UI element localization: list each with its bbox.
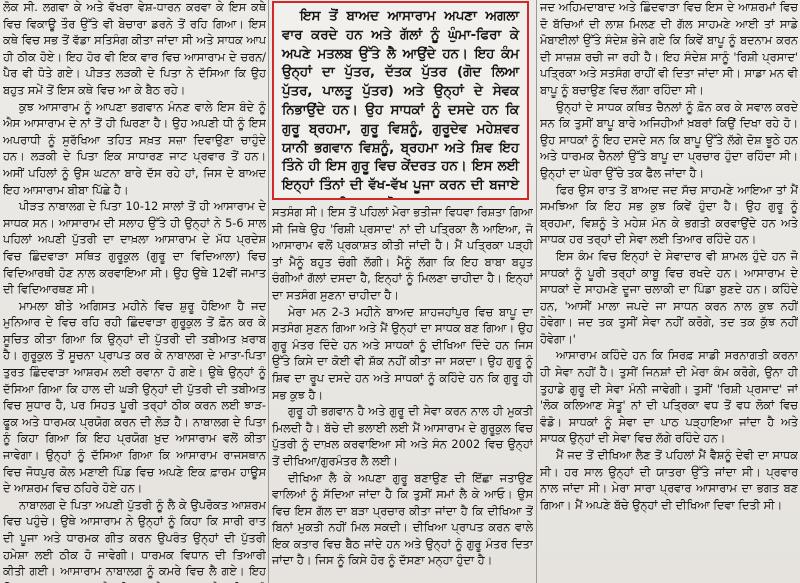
article-paragraph: ਉਨ੍ਹਾਂ ਦੇ ਸਾਧਕ ਕਥਿਤ ਚੈਨਲਾਂ ਨੂੰ ਫ਼ੋਨ ਕਰ ਕੇ ਸਵਾਲ ਕਰਦੇ ਸਨ ਕਿ ਤੁਸੀਂ ਬਾਪੂ ਬਾਰੇ ਅਜਿਹੀਆਂ ਖ਼ਬਰਾਂ ਕਿਉਂ ਦਿਖਾ ਰਹੇ ਹੋ। ਉਹ ਸਾਧਕਾਂ ਨੂੰ ਇਹ ਦਸਦੇ ਸਨ ਕਿ ਬਾਪੂ ਉੱਤੇ ਲੱਗੇ ਦੋਸ਼ ਝੂਠੇ ਹਨ ਅਤੇ ਧਾਰਮਕ ਚੈਨਲਾਂ ਉੱਤੇ ਬਾਪੂ ਦਾ ਪ੍ਰਚਾਰ ਹੁੰਦਾ ਰਹਿੰਦਾ ਸੀ। ਉਨ੍ਹਾਂ ਦਾ ਘੇਰਾ ਉੱਚੇ ਤਕ ਫੈਲ ਜਾਂਦਾ ਹੈ।: [540, 100, 798, 180]
article-paragraph: ਜਦ ਅਹਿਮਦਾਬਾਦ ਅਤੇ ਛਿੰਦਵਾੜਾ ਵਿਚ ਇਸ ਦੇ ਆਸ਼ਰਮਾਂ ਵਿਚ ਦੋ ਬੱਚਿਆਂ ਦੀ ਲਾਸ਼ ਮਿਲਣ ਦੀ ਗੱਲ ਸਾਹਮਣੇ ਆਈ ਤਾਂ ਸਾਡੇ ਮੋਬਾਈਲਾਂ ਉੱਤੇ ਸੰਦੇਸ਼ ਭੇਜੇ ਗਏ ਕਿ ਕਿਵੇਂ ਬਾਪੂ ਨੂੰ ਬਦਨਾਮ ਕਰਨ ਦੀ ਸਾਜ਼ਸ਼ ਰਚੀ ਜਾ ਰਹੀ ਹੈ। ਇਹ ਸੰਦੇਸ਼ ਸਾਨੂੰ 'ਰਿਸ਼ੀ ਪ੍ਰਸਾਦ' ਪਤ੍ਰਿਕਾ ਅਤੇ ਸਤਸੰਗ ਰਾਹੀਂ ਵੀ ਦਿਤਾ ਜਾਂਦਾ ਸੀ। ਸਾਡਾ ਮਨ ਵੀ ਬਾਪੂ ਨੂੰ ਬਚਾਉਣ ਵਿਚ ਲੱਗਾ ਰਹਿੰਦਾ ਸੀ।: [540, 1, 798, 97]
highlight-quote: ਇਸ ਤੋਂ ਬਾਅਦ ਆਸਾਰਾਮ ਅਪਣਾ ਅਗਲਾ ਵਾਰ ਕਰਦੇ ਹਨ ਅਤੇ ਗੱਲਾਂ ਨੂੰ ਘੁੰਮਾ-ਫਿਰਾ ਕੇ ਅਪਣੇ ਮਤਲਬ ਉੱਤੇ ਲੈ ਆਉਂਦੇ ਹਨ। ਇਹ ਕੰਮ ਉਨ੍ਹਾਂ ਦਾ ਪੁੱਤਰ, ਦੱਤਕ ਪੁੱਤਰ (ਗੋਦ ਲਿਆ ਪੁੱਤਰ, ਪਾਲਤੂ ਪੁੱਤਰ) ਅਤੇ ਉਨ੍ਹਾਂ ਦੇ ਸੇਵਕ ਨਿਭਾਉਂਦੇ ਹਨ। ਉਹ ਸਾਧਕਾਂ ਨੂੰ ਦਸਦੇ ਹਨ ਕਿ ਗੁਰੂ ਬ੍ਰਹਮਾ, ਗੁਰੂ ਵਿਸ਼ਨੂੰ, ਗੁਰੂਦੇਵ ਮਹੇਸ਼ਵਰ ਯਾਨੀ ਭਗਵਾਨ ਵਿਸ਼ਨੂੰ, ਬ੍ਰਹਮਾ ਅਤੇ ਸ਼ਿਵ ਇਹ ਤਿੰਨੇ ਹੀ ਇਸ ਗੁਰੂ ਵਿਚ ਕੇਂਦਰਤ ਹਨ। ਇਸ ਲਈ ਇਨ੍ਹਾਂ ਤਿੰਨਾਂ ਦੀ ਵੱਖ-ਵੱਖ ਪੂਜਾ ਕਰਨ ਦੀ ਬਜਾਏ: [282, 9, 519, 194]
column-divider: [268, 0, 269, 583]
article-paragraph: ਫਿਰ ਉਸ ਰਾਤ ਤੋਂ ਬਾਅਦ ਜਦ ਸੱਚ ਸਾਹਮਣੇ ਆਇਆ ਤਾਂ ਮੈਂ ਸਮਝਿਆ ਕਿ ਇਹ ਸਭ ਕੁਝ ਕਿਵੇਂ ਹੁੰਦਾ ਹੈ। ਉਹ ਗੁਰੂ ਨੂੰ ਬ੍ਰਹਮਾ, ਵਿਸ਼ਨੂੰ ਤੇ ਮਹੇਸ਼ ਮੰਨ ਕੇ ਭਗਤੀ ਕਰਵਾਉਂਦੇ ਹਨ ਅਤੇ ਸਾਧਕ ਹਰ ਤਰ੍ਹਾਂ ਦੀ ਸੇਵਾ ਲਈ ਤਿਆਰ ਰਹਿੰਦੇ ਹਨ।: [540, 183, 798, 247]
left-article-column: [3, 0, 266, 583]
article-paragraph: ਇਸ ਕੰਮ ਵਿਚ ਇਨ੍ਹਾਂ ਦੇ ਸੇਵਾਦਾਰ ਵੀ ਸ਼ਾਮਲ ਹੁੰਦੇ ਹਨ ਜੋ ਸਾਧਕਾਂ ਨੂੰ ਪੂਰੀ ਤਰ੍ਹਾਂ ਕਾਬੂ ਵਿਚ ਰਖਦੇ ਹਨ। ਆਸਾਰਾਮ ਦੇ ਸਾਧਕਾਂ ਦੇ ਸਾਹਮਣੇ ਦੂਜਾ ਚਲਾਕੀ ਦਾ ਪਿੰਡਾ ਬੁਣਦੇ ਹਨ। ਕਹਿੰਦੇ ਹਨ, 'ਆਸੀਂ ਮਾਲਾ ਜਪਦੇ ਜਾ ਸਾਧਨ ਕਰਨ ਨਾਲ ਕੁਝ ਨਹੀਂ ਹੋਵੇਗਾ। ਜਦ ਤਕ ਤੁਸੀਂ ਸੇਵਾ ਨਹੀਂ ਕਰੋਗੇ, ਤਦ ਤਕ ਕੁੱਝ ਨਹੀਂ ਹੋਵੇਗਾ।': [540, 249, 798, 346]
column-divider: [536, 0, 537, 583]
article-paragraph: ਮੇਰਾ ਮਨ 2-3 ਮਹੀਨੇ ਬਾਅਦ ਸ਼ਾਹਜਹਾਂਪੁਰ ਵਿਚ ਬਾਪੂ ਦਾ ਸਤਸੰਗ ਸੁਣਨ ਗਿਆ ਅਤੇ ਮੈਂ ਉਨ੍ਹਾਂ ਦਾ ਸਾਧਕ ਬਣ ਗਿਆ। ਉਹ ਗੁਰੂ ਮੰਤਰ ਦਿੰਦੇ ਹਨ ਅਤੇ ਸਾਧਕਾਂ ਨੂੰ ਦੀਖਿਆ ਦਿੰਦੇ ਹਨ ਜਿਸ ਉੱਤੇ ਕਿਸੇ ਦਾ ਕੋਈ ਵੀ ਸ਼ੱਕ ਨਹੀਂ ਕੀਤਾ ਜਾ ਸਕਦਾ। ਉਹ ਗੁਰੂ ਨੂੰ ਸ਼ਿਵ ਦਾ ਰੂਪ ਦਸਦੇ ਹਨ ਅਤੇ ਸਾਧਕਾਂ ਨੂੰ ਕਹਿੰਦੇ ਹਨ ਕਿ ਗੁਰੂ ਹੀ ਸਭ ਕੁਝ ਹੈ।: [272, 305, 533, 402]
article-paragraph: ਦੀਖਿਆ ਲੈ ਕੇ ਅਪਣਾ ਗੁਰੂ ਬਣਾਉਣ ਦੀ ਇੱਛਾ ਜਤਾਉਣ ਵਾਲਿਆਂ ਨੂੰ ਸੱਦਿਆ ਜਾਂਦਾ ਹੈ ਕਿ ਤੁਸੀਂ ਸਮਾਂ ਲੈ ਕੇ ਆਓ। ਉਸ ਵਿਚ ਇਸ ਗੱਲ ਦਾ ਬੜਾ ਪ੍ਰਚਾਰ ਕੀਤਾ ਜਾਂਦਾ ਹੈ ਕਿ ਦੀਖਿਆ ਤੋਂ ਬਿਨਾਂ ਮੁਕਤੀ ਨਹੀਂ ਮਿਲ ਸਕਦੀ। ਦੀਖਿਆ ਪ੍ਰਾਪਤ ਕਰਨ ਵਾਲੇ ਇਕ ਕਤਾਰ ਵਿਚ ਬੈਠ ਜਾਂਦੇ ਹਨ ਅਤੇ ਉਨ੍ਹਾਂ ਨੂੰ ਗੁਰੂ ਮੰਤਰ ਦਿਤਾ ਜਾਂਦਾ ਹੈ। ਜਿਸ ਨੂੰ ਕਿਸੇ ਹੋਰ ਨੂੰ ਦੱਸਣਾ ਮਨ੍ਹਾ ਹੁੰਦਾ ਹੈ।: [272, 471, 533, 568]
article-paragraph: ਕੁਝ ਆਸਾਰਾਮ ਨੂੰ ਆਪਣਾ ਭਗਵਾਨ ਮੰਨਣ ਵਾਲੇ ਇਸ ਬੰਦੇ ਨੂੰ ਐਸ ਆਸਾਰਾਮ ਦੇ ਨਾਂ ਤੋਂ ਹੀ ਘਿਰਣਾ ਹੈ। ਉਹ ਅਪਣੀ ਧੀ ਨੂੰ ਇਸ ਅਪਰਾਧੀ ਨੂੰ ਸੁਰੱਖਿਆ ਤਹਿਤ ਸਖ਼ਤ ਸਜ਼ਾ ਦਿਵਾਉਣਾ ਚਾਹੁੰਦੇ ਹਨ। ਲੜਕੀ ਦੇ ਪਿਤਾ ਇਕ ਸਾਧਾਰਣ ਜਾਟ ਪ੍ਰਵਾਰ ਤੋਂ ਹਨ। ਅਸੀਂ ਪਹਿਲਾਂ ਨੂੰ ਉਸ ਘਟਨਾ ਬਾਰੇ ਦੱਸ ਰਹੇ ਹਾਂ, ਜਿਸ ਦੇ ਬਾਅਦ ਇਹ ਆਸਾਰਾਮ ਬੀਬਾ ਪਿੱਛੇ ਹੈ।: [3, 100, 266, 197]
article-paragraph: ਮਾਮਲਾ ਬੀਤੇ ਅਗਿਸਤ ਮਹੀਨੇ ਵਿਚ ਸ਼ੁਰੂ ਹੋਇਆ ਹੈ ਜਦ ਮੁਨਿਆਰ ਦੇ ਵਿਚ ਰਹਿ ਰਹੀ ਛਿੰਦਵਾੜਾ ਗੁਰੂਕੁਲ ਤੋਂ ਫ਼ੋਨ ਕਰ ਕੇ ਸੂਚਿਤ ਕੀਤਾ ਗਿਆ ਕਿ ਉਨ੍ਹਾਂ ਦੀ ਪੁੱਤਰੀ ਦੀ ਤਬੀਅਤ ਖ਼ਰਾਬ ਹੈ। ਗੁਰੂਕੁਲ ਤੋਂ ਸੂਚਨਾ ਪ੍ਰਾਪਤ ਕਰ ਕੇ ਨਾਬਾਲਗ ਦੇ ਮਾਤਾ-ਪਿਤਾ ਤੁਰਤ ਛਿੰਦਵਾੜਾ ਆਸ਼ਰਮ ਲਈ ਰਵਾਨਾ ਹੋ ਗਏ। ਉਥੇ ਉਨ੍ਹਾਂ ਨੂੰ ਦੱਸਿਆ ਗਿਆ ਕਿ ਹਾਲ ਦੀ ਘੜੀ ਉਨ੍ਹਾਂ ਦੀ ਪੁੱਤਰੀ ਦੀ ਤਬੀਅਤ ਵਿਚ ਸੁਧਾਰ ਹੈ, ਪਰ ਸਿਹਤ ਪੂਰੀ ਤਰ੍ਹਾਂ ਠੀਕ ਕਰਨ ਲਈ ਝਾੜ-ਫੂਕ ਅਤੇ ਧਾਰਮਕ ਪ੍ਰਯੋਗ ਕਰਨ ਦੀ ਲੋੜ ਹੈ। ਨਾਬਾਲਗ ਦੇ ਪਿਤਾ ਨੂੰ ਕਿਹਾ ਗਿਆ ਕਿ ਇਹ ਪ੍ਰਯੋਗ ਖ਼ੁਦ ਆਸਾਰਾਮ ਵਲੋਂ ਕੀਤਾ ਜਾਵੇਗਾ। ਉਨ੍ਹਾਂ ਨੂੰ ਦੱਸਿਆ ਗਿਆ ਕਿ ਆਸਾਰਾਮ ਰਾਜਸਥਾਨ ਵਿਚ ਜੋਧਪੁਰ ਕੋਲ ਮਣਾਈ ਪਿੰਡ ਵਿਚ ਅਪਣੇ ਇਕ ਫ਼ਾਰਮ ਹਾਊਸ ਦੇ ਆਸ਼ਰਮ ਵਿਚ ਠਹਿਰੇ ਹੋਏ ਹਨ।: [3, 299, 266, 496]
middle-article-column: [272, 205, 533, 583]
article-paragraph: ਗੁਰੂ ਹੀ ਭਗਵਾਨ ਹੈ ਅਤੇ ਗੁਰੂ ਦੀ ਸੇਵਾ ਕਰਨ ਨਾਲ ਹੀ ਮੁਕਤੀ ਮਿਲਦੀ ਹੈ। ਬੱਚੇ ਦੀ ਭਲਾਈ ਲਈ ਮੈਂ ਆਸਾਰਾਮ ਦੇ ਗੁਰੂਕੁਲ ਵਿਚ ਪੁੱਤਰੀ ਨੂੰ ਦਾਖ਼ਲ ਕਰਵਾਇਆ ਸੀ ਅਤੇ ਸੰਨ 2002 ਵਿਚ ਉਨ੍ਹਾਂ ਤੋਂ ਦੀਖਿਆ/ਗੁਰਮੰਤਰ ਲੈ ਲਈ।: [272, 405, 533, 468]
article-paragraph: ਪੀੜਤ ਨਾਬਾਲਗ ਦੇ ਪਿਤਾ 10-12 ਸਾਲਾਂ ਤੋਂ ਹੀ ਆਸਾਰਾਮ ਦੇ ਸਾਧਕ ਸਨ। ਆਸਾਰਾਮ ਦੀ ਸਲਾਹ ਉੱਤੇ ਹੀ ਉਨ੍ਹਾਂ ਨੇ 5-6 ਸਾਲ ਪਹਿਲਾਂ ਅਪਣੀ ਪੁੱਤਰੀ ਦਾ ਦਾਖ਼ਲਾ ਆਸਾਰਾਮ ਦੇ ਮੱਧ ਪ੍ਰਦੇਸ਼ ਵਿਚ ਛਿੰਦਵਾੜਾ ਸਥਿਤ ਗੁਰੂਕੁਲ (ਗੁਰੂ ਦਾ ਵਿਦਿਆਲਾ) ਵਿਚ ਵਿਦਿਆਰਥੀ ਹੋਣ ਨਾਲ ਕਰਵਾਇਆ ਸੀ। ਉਹ ਉਥੇ 12ਵੀਂ ਜਮਾਤ ਦੀ ਵਿਦਿਆਰਥਣ ਸੀ।: [3, 200, 266, 297]
highlight-box: [272, 1, 529, 200]
article-paragraph: ਸਤਸੰਗ ਸੀ। ਇਸ ਤੋਂ ਪਹਿਲਾਂ ਮੇਰਾ ਭਤੀਜਾ ਵਿਧਵਾ ਰਿਸ਼ਤਾ ਗਿਆ ਸੀ ਜਿਥੇ ਉਹ 'ਰਿਸ਼ੀ ਪ੍ਰਸਾਦ' ਨਾਂ ਦੀ ਪਤ੍ਰਿਕਾ ਲੈ ਆਇਆ, ਜੋ ਆਸਾਰਾਮ ਵਲੋਂ ਪ੍ਰਕਾਸ਼ਤ ਕੀਤੀ ਜਾਂਦੀ ਹੈ। ਮੈਂ ਪਤ੍ਰਿਕਾ ਪੜ੍ਹੀ ਤਾਂ ਮੈਨੂੰ ਬਹੁਤ ਚੰਗੀ ਲੱਗੀ। ਮੈਨੂੰ ਲੱਗਾ ਕਿ ਇਹ ਬਾਬਾ ਬਹੁਤ ਚੰਗੀਆਂ ਗੱਲਾਂ ਦਸਦਾ ਹੈ, ਇਨ੍ਹਾਂ ਨੂੰ ਮਿਲਣਾ ਚਾਹੀਦਾ ਹੈ। ਇਨ੍ਹਾਂ ਦਾ ਸਤਸੰਗ ਸੁਣਨਾ ਚਾਹੀਦਾ ਹੈ।: [272, 206, 533, 302]
article-paragraph: ਨਾਬਾਲਗ ਦੇ ਪਿਤਾ ਅਪਣੀ ਪੁੱਤਰੀ ਨੂੰ ਲੈ ਕੇ ਉਪਰੋਕਤ ਆਸ਼ਰਮ ਵਿਚ ਪਹੁੰਚੇ। ਉਥੇ ਆਸਾਰਾਮ ਨੇ ਉਨ੍ਹਾਂ ਨੂੰ ਕਿਹਾ ਕਿ ਸਾਰੀ ਰਾਤ ਦੀ ਪੂਜਾ ਅਤੇ ਧਾਰਮਕ ਗੀਤ ਕਰਨ ਉਪਰੰਤ ਉਨ੍ਹਾਂ ਦੀ ਪੁੱਤਰੀ ਹਮੇਸ਼ਾ ਲਈ ਠੀਕ ਹੋ ਜਾਵੇਗੀ। ਧਾਰਮਕ ਵਿਧਾਨ ਦੀ ਤਿਆਰੀ ਕੀਤੀ ਗਈ। ਆਸਾਰਾਮ ਨਾਬਾਲਗ ਨੂੰ ਕਮਰੇ ਵਿਚ ਲੈ ਗਏ। ਇਹ: [3, 498, 266, 579]
article-paragraph: ਆਸਾਰਾਮ ਕਹਿੰਦੇ ਹਨ ਕਿ ਸਿਰਫ਼ ਸਾਡੀ ਸਰਨਾਗਤੀ ਕਰਨਾ ਹੀ ਸੇਵਾ ਨਹੀਂ ਹੈ। ਤੁਸੀਂ ਜਿਨਸ਼ਾਂ ਦੀ ਮੇਰਾ ਕੰਮ ਕਰੋਗੇ, ਉਨਾ ਹੀ ਤੁਹਾਡੇ ਗੁਰੂ ਦੀ ਸੇਵਾ ਮੰਨੀ ਜਾਵੇਗੀ। ਤੁਸੀਂ 'ਰਿਸ਼ੀ ਪ੍ਰਸਾਦ' ਜਾਂ 'ਲੋਕ ਕਲਿਆਣ ਸੇਤੂ' ਨਾਂ ਦੀ ਪਤ੍ਰਿਕਾ ਵਧ ਤੋਂ ਵਧ ਲੋਕਾਂ ਵਿਚ ਵੰਡੋ। ਸਾਧਕਾਂ ਨੂੰ ਸੇਵਾ ਦਾ ਪਾਠ ਪੜ੍ਹਾਇਆ ਜਾਂਦਾ ਹੈ ਅਤੇ ਸਾਧਕ ਉਨ੍ਹਾਂ ਦੀ ਸੇਵਾ ਵਿਚ ਲੱਗੇ ਰਹਿੰਦੇ ਹਨ।: [540, 349, 798, 446]
article-paragraph: ਮੈਂ ਜਦ ਤੋਂ ਦੀਖਿਆ ਲੈਣ ਤੋਂ ਪਹਿਲਾਂ ਮੈਂ ਵੈਸ਼ਨੂੰ ਦੇਵੀ ਦਾ ਸਾਧਕ ਸੀ। ਹਰ ਸਾਲ ਉਨ੍ਹਾਂ ਦੀ ਯਾਤਰਾ ਉੱਤੇ ਜਾਂਦਾ ਸੀ। ਪ੍ਰਵਾਰ ਨਾਲ ਜਾਂਦਾ ਸੀ। ਮੇਰਾ ਸਾਰਾ ਪ੍ਰਵਾਰ ਆਸਾਰਾਮ ਦਾ ਭਗਤ ਬਣ ਗਿਆ। ਮੈਂ ਅਪਣੇ ਬੱਚੇ ਉਨ੍ਹਾਂ ਦੀ ਦੀਖਿਆ ਦਿਵਾ ਦਿਤੀ ਸੀ।: [540, 449, 798, 512]
right-article-column: [540, 0, 798, 583]
article-paragraph: ਲੋਕ ਸੀ. ਲਗਵਾ ਕੇ ਅਤੇ ਵੱਖਰਾ ਵੇਸ਼-ਧਾਰਨ ਕਰਵਾ ਕੇ ਇਸ ਕਥੇ ਵਿਚ ਵਿਕਾਊ ਤੌਰ ਉੱਤੇ ਵੀ ਬੇਚਾਰਾ ਡਰਨੇ ਤੋਂ ਰਹਿ ਗਿਆ। ਇਸ ਕਥੇ ਵਿਚ ਸਭ ਤੋਂ ਵੱਡਾ ਸਤਿਸੰਗ ਕੀਤਾ ਜਾਂਦਾ ਸੀ ਅਤੇ ਸਾਧਕ ਆਪ ਹੀ ਠੀਕ ਹੋਏ। ਇਹ ਹੋਰ ਵੀ ਇਕ ਵਾਰ ਵਿਚ ਆਸਾਰਾਮ ਦੇ ਚਰਨ/ਪੈਰ ਵੀ ਧੋਤੇ ਗਏ। ਪੀੜਤ ਲੜਕੀ ਦੇ ਪਿਤਾ ਨੇ ਦੱਸਿਆ ਕਿ ਉਹ ਬਹੁਤ ਸਮੇਂ ਤੋਂ ਇਸ ਕਥੇ ਵਿਚ ਆ ਕੇ ਬੈਠ ਰਹੇ।: [3, 1, 266, 97]
